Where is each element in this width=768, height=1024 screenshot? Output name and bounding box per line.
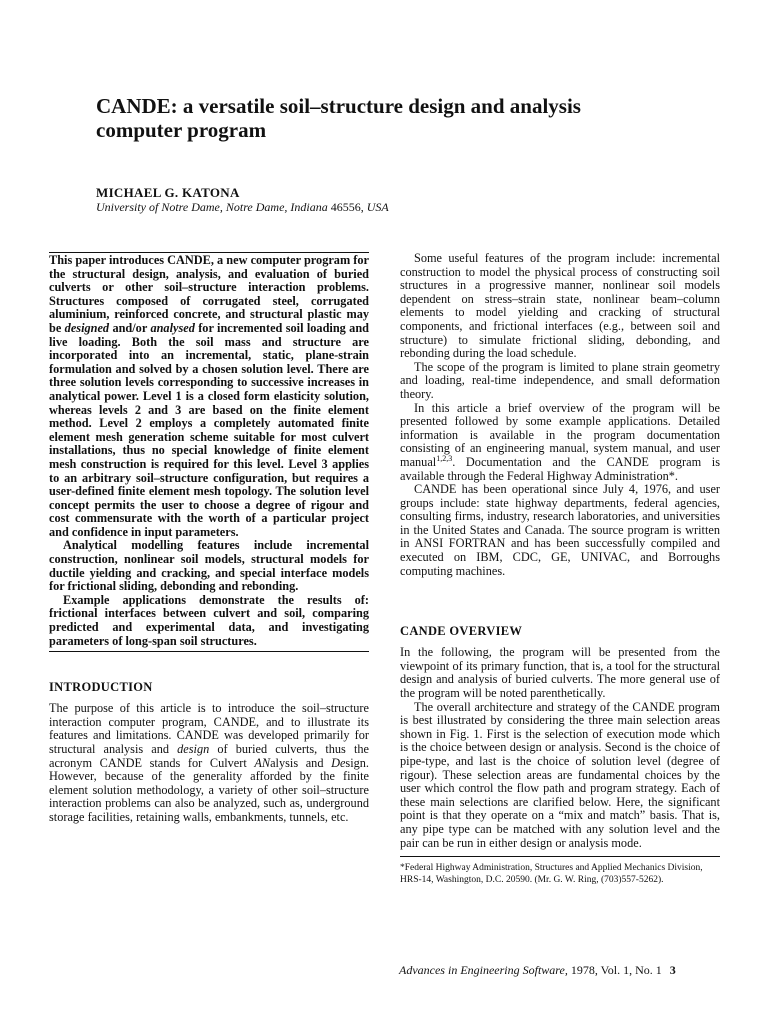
abstract-paragraph: Example applications demonstrate the results of: frictional interfaces between culvert and soil, comparing predicted and experimental data, and investigating parameters of long-span soil structures.	[49, 592, 369, 648]
journal-details: 1978, Vol. 1, No. 1	[570, 963, 662, 977]
body-paragraph: CANDE has been operational since July 4, 1976, and user groups include: state highway departments, federal agencies, consulting firms, industry, research laboratories, and universities in the United States and Canada. The source program is written in ANSI FORTRAN and has been successfully compiled and executed on IBM, CDC, GE, UNIVAC, and Borroughs computing machines.	[400, 482, 720, 578]
paper-title: CANDE: a versatile soil–structure design and analysis computer program	[96, 94, 581, 142]
author-affiliation	[96, 200, 389, 215]
abstract-paragraph: Analytical modelling features include incremental construction, nonlinear soil models, structural models for ductile yielding and cracking, and special interface models for frictional sliding, debonding and rebonding.	[49, 538, 369, 594]
introduction-text	[49, 702, 369, 824]
body-paragraph: In this article a brief overview of the program will be presented followed by some example applications. Detailed information is available in the program documentation consisting of an engineering manual, system manual, and user manual$^{1,2,3}$. Documentation and the CANDE program is available through the Federal Highway Administration*.	[400, 400, 720, 483]
body-paragraph: The overall architecture and strategy of the CANDE program is best illustrated by considering the three main selection areas shown in Fig. 1. First is the selection of execution mode which is the choice between design or analysis. Second is the choice of pipe-type, and last is the choice of solution level (degree of rigour). These selection areas are fundamental choices by the user which control the flow path and program strategy. Each of these main selections are clarified below. Here, the significant point is that they operate on a “mix and match” basis. That is, any pipe type can be matched with any solution level and the pair can be run in either design or analysis mode.	[400, 699, 720, 850]
abstract-paragraph: This paper introduces CANDE, a new computer program for the structural design, analysis, and evaluation of buried culverts or other soil–structure interaction problems. Structures composed of corrugated steel, corrugated aluminium, reinforced concrete, and structural plastic may be designed and/or analysed for incremented soil loading and live loading. Both the soil mass and structure are incorporated into an incremental, static, plane-strain formulation and solved by a chosen solution level. There are three solution levels corresponding to successive increases in analytical power. Level 1 is a closed form elasticity solution, whereas levels 2 and 3 are based on the finite element method. Level 2 employs a completely automated finite element mesh generation scheme suitable for most culvert installations, thus no special knowledge of finite element mesh construction is required for this level. Level 3 applies to an arbitrary soil–structure configuration, but requires a user-defined finite element mesh topology. The solution level concept permits the user to choose a degree of rigour and cost commensurate with the worth of a particular project and confidence in input parameters.	[49, 253, 370, 539]
introduction-heading: INTRODUCTION	[49, 680, 153, 695]
body-paragraph: Some useful features of the program include: incremental construction to model the physical process of constructing soil structures in a progressive manner, nonlinear soil models dependent on stress–strain state, nonlinear beam–column elements to model yielding and cracking of structural components, and frictional interfaces (e.g., between soil and structure) to simulate frictional sliding, debonding, and rebonding during the load schedule.	[400, 251, 720, 361]
right-column-text	[400, 252, 720, 578]
journal-title: Advances in Engineering Software,	[399, 963, 568, 977]
body-paragraph: In the following, the program will be presented from the viewpoint of its primary function, that is, a tool for the structural design and analysis of buried culverts. The more general use of the program will be noted parenthetically.	[400, 645, 720, 701]
footnote: *Federal Highway Administration, Structures and Applied Mechanics Division, HRS-14, Washington, D.C. 20590. (Mr. G. W. Ring, (703)557-5262).	[400, 856, 720, 886]
body-paragraph: The purpose of this article is to introduce the soil–structure interaction computer program, CANDE, and to illustrate its features and limitations. CANDE was developed primarily for structural analysis and design of buried culverts, thus the acronym CANDE stands for Culvert ANalysis and Design. However, because of the generality afforded by the finite element solution methodology, a variety of other soil–structure interaction problems can also be analyzed, such as, underground storage facilities, retaining walls, embankments, tunnels, etc.	[49, 701, 369, 824]
overview-heading: CANDE OVERVIEW	[400, 624, 523, 639]
reference-superscript: 1,2,3	[436, 453, 453, 463]
body-paragraph: The scope of the program is limited to plane strain geometry and loading, real-time independence, and small deformation theory.	[400, 359, 720, 401]
affiliation-institution: University of Notre Dame, Notre Dame, Indiana	[96, 200, 328, 214]
overview-text	[400, 646, 720, 850]
left-column	[49, 252, 369, 825]
page-number: 3	[669, 963, 676, 977]
author-name: MICHAEL G. KATONA	[96, 185, 240, 200]
abstract	[49, 252, 369, 652]
affiliation-country: USA	[366, 200, 389, 214]
right-column	[400, 252, 720, 886]
page-footer	[399, 963, 676, 978]
affiliation-postal: 46556,	[330, 200, 364, 214]
